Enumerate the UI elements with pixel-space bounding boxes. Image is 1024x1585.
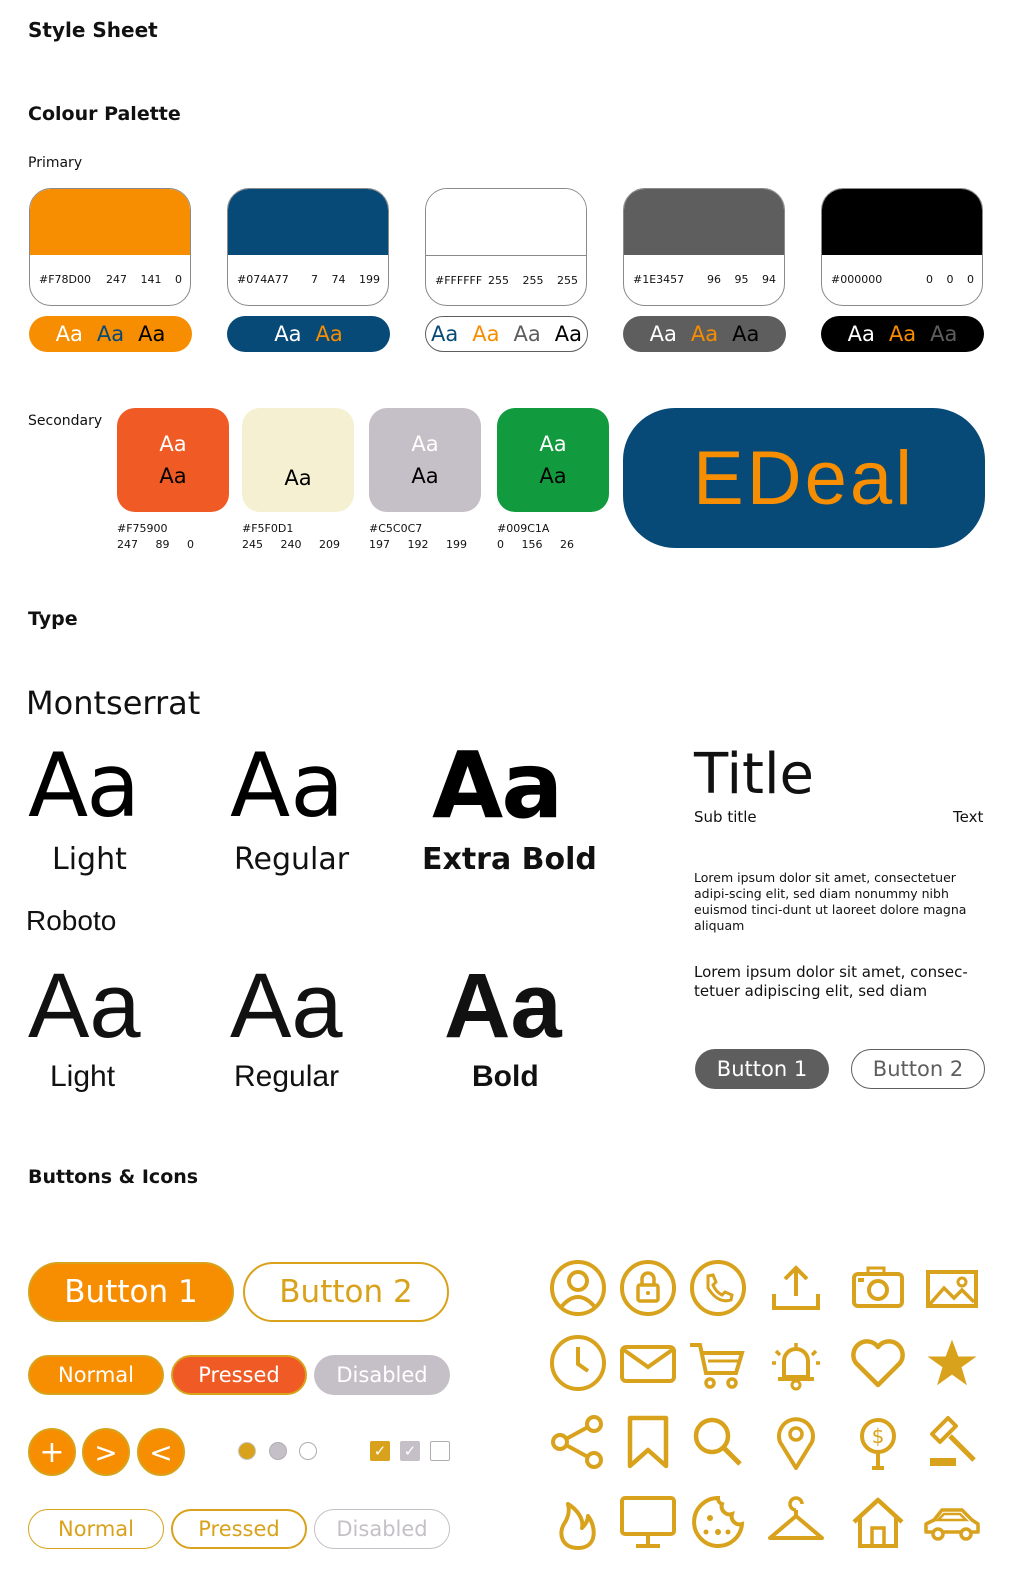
primary-text-sample-pill — [425, 316, 588, 352]
font1-name: Montserrat — [26, 684, 201, 722]
secondary-rgb: 247 89 0 — [117, 538, 194, 551]
radio-unselected[interactable] — [299, 1442, 317, 1460]
text-sample: Aa — [690, 322, 719, 346]
swatch-hex: #FFFFFF — [435, 274, 483, 287]
share-icon — [548, 1412, 608, 1472]
swatch-color-block — [228, 189, 388, 255]
secondary-hex: #C5C0C7 — [369, 522, 423, 535]
text-sample: Aa — [930, 322, 958, 346]
sample-text-label: Text — [953, 808, 984, 826]
location-pin-icon — [766, 1412, 826, 1472]
text-sample: Aa — [539, 464, 567, 488]
primary-swatch-card — [425, 188, 587, 306]
swatch-hex: #F78D00 — [39, 273, 92, 286]
sample-button-2[interactable]: Button 2 — [851, 1049, 985, 1089]
radio-selected[interactable] — [238, 1442, 256, 1460]
sample-paragraph-large: Lorem ipsum dolor sit amet, consec-tetuer adipiscing elit, sed diam — [694, 963, 968, 1000]
font1-regular-specimen: Aa — [230, 734, 345, 837]
sample-title: Title — [694, 742, 815, 807]
secondary-swatch — [117, 408, 229, 512]
monitor-icon — [618, 1492, 678, 1552]
swatch-info — [228, 255, 388, 305]
primary-swatch-card — [623, 188, 785, 306]
logo-badge — [623, 408, 985, 548]
swatch-rgb: 255 255 255 — [488, 274, 578, 287]
swatch-color-block — [624, 189, 784, 255]
font1-extrabold-specimen: Aa — [432, 732, 562, 839]
filled-button-normal[interactable]: Normal — [28, 1355, 164, 1395]
sample-subtitle: Sub title — [694, 808, 757, 826]
secondary-hex: #009C1A — [497, 522, 550, 535]
font2-bold-label: Bold — [472, 1060, 539, 1093]
money-pin-icon — [848, 1412, 908, 1472]
lock-icon — [618, 1258, 678, 1318]
checkbox-disabled: ✓ — [400, 1441, 420, 1461]
font1-light-specimen: Aa — [28, 734, 139, 837]
type-heading: Type — [28, 608, 78, 630]
user-icon — [548, 1258, 608, 1318]
svg-text:$: $ — [871, 1424, 885, 1448]
text-sample: Aa — [96, 322, 125, 346]
phone-icon — [688, 1258, 748, 1318]
primary-button-large[interactable]: Button 1 — [28, 1262, 234, 1322]
upload-icon — [766, 1258, 826, 1318]
checkbox-checked[interactable]: ✓ — [370, 1441, 390, 1461]
auction-hammer-icon — [922, 1412, 982, 1472]
text-sample: Aa — [539, 432, 567, 456]
swatch-info — [30, 255, 190, 305]
text-sample: Aa — [411, 432, 439, 456]
alarm-icon — [766, 1333, 826, 1393]
page-title: Style Sheet — [28, 18, 158, 42]
text-sample: Aa — [159, 432, 187, 456]
secondary-rgb: 197 192 199 — [369, 538, 467, 551]
swatch-rgb: 0 0 0 — [926, 273, 974, 286]
outline-button-disabled: Disabled — [314, 1509, 450, 1549]
text-sample: Aa — [159, 464, 187, 488]
swatch-color-block — [426, 189, 586, 256]
text-sample: Aa — [472, 322, 500, 346]
star-icon — [922, 1333, 982, 1393]
buttons-icons-heading: Buttons & Icons — [28, 1166, 199, 1188]
font1-regular-label: Regular — [234, 842, 350, 877]
text-sample: Aa — [554, 322, 582, 346]
add-round-button[interactable]: + — [28, 1428, 76, 1476]
filled-button-disabled: Disabled — [314, 1355, 450, 1395]
text-sample: Aa — [732, 322, 760, 346]
secondary-hex: #F5F0D1 — [242, 522, 294, 535]
fire-icon — [548, 1492, 608, 1552]
primary-swatch-card — [227, 188, 389, 306]
font1-light-label: Light — [52, 842, 127, 877]
next-round-button[interactable]: > — [82, 1428, 130, 1476]
heart-icon — [848, 1333, 908, 1393]
cart-icon — [688, 1333, 748, 1393]
text-sample: Aa — [274, 322, 302, 346]
swatch-rgb: 7 74 199 — [311, 273, 380, 286]
text-sample: Aa — [888, 322, 917, 346]
secondary-swatch — [369, 408, 481, 512]
secondary-rgb: 245 240 209 — [242, 538, 340, 551]
primary-swatch-card — [821, 188, 983, 306]
car-icon — [922, 1492, 982, 1552]
primary-text-sample-pill — [227, 316, 390, 352]
swatch-info — [822, 255, 982, 305]
checkbox-unchecked[interactable] — [430, 1441, 450, 1461]
sample-paragraph-small: Lorem ipsum dolor sit amet, consectetuer adipi-scing elit, sed diam nonummy nibh euismod tinci-dunt ut laoreet dolore magna aliquam — [694, 870, 967, 933]
secondary-button-large[interactable]: Button 2 — [243, 1262, 449, 1322]
cookie-icon — [688, 1492, 748, 1552]
font2-bold-specimen: Aa — [444, 955, 562, 1057]
search-icon — [688, 1412, 748, 1472]
clock-icon — [548, 1333, 608, 1393]
primary-text-sample-pill — [29, 316, 192, 352]
filled-button-pressed[interactable]: Pressed — [171, 1355, 307, 1395]
text-sample: Aa — [847, 322, 875, 346]
font2-light-specimen: Aa — [28, 955, 141, 1057]
text-sample: Aa — [649, 322, 677, 346]
swatch-rgb: 96 95 94 — [707, 273, 776, 286]
swatch-color-block — [30, 189, 190, 255]
font2-light-label: Light — [50, 1060, 116, 1093]
text-sample: Aa — [431, 322, 459, 346]
text-sample: Aa — [284, 466, 312, 490]
font1-extrabold-label: Extra Bold — [422, 842, 597, 877]
primary-text-sample-pill — [623, 316, 786, 352]
swatch-hex: #074A77 — [237, 273, 289, 286]
outline-button-pressed[interactable]: Pressed — [171, 1509, 307, 1549]
secondary-label: Secondary — [28, 413, 103, 429]
image-icon — [922, 1258, 982, 1318]
logo-text: EDeal — [693, 435, 915, 521]
sample-button-1[interactable]: Button 1 — [695, 1049, 829, 1089]
text-sample: Aa — [55, 322, 83, 346]
font2-regular-specimen: Aa — [230, 955, 343, 1057]
home-icon — [848, 1492, 908, 1552]
mail-icon — [618, 1333, 678, 1393]
prev-round-button[interactable]: < — [137, 1428, 185, 1476]
text-sample: Aa — [513, 322, 541, 346]
radio-disabled — [269, 1442, 287, 1460]
secondary-rgb: 0 156 26 — [497, 538, 574, 551]
font2-regular-label: Regular — [234, 1060, 340, 1093]
primary-text-sample-pill — [821, 316, 984, 352]
primary-swatch-card — [29, 188, 191, 306]
camera-icon — [848, 1258, 908, 1318]
text-sample: Aa — [138, 322, 166, 346]
font2-name: Roboto — [26, 905, 117, 936]
colour-palette-heading: Colour Palette — [28, 103, 181, 125]
secondary-swatch — [242, 408, 354, 512]
text-sample: Aa — [315, 322, 343, 346]
bookmark-icon — [618, 1412, 678, 1472]
secondary-swatch — [497, 408, 609, 512]
hanger-icon — [766, 1492, 826, 1552]
primary-label: Primary — [28, 155, 83, 171]
swatch-info — [624, 255, 784, 305]
swatch-hex: #000000 — [831, 273, 883, 286]
text-sample: Aa — [411, 464, 439, 488]
swatch-hex: #1E3457 — [633, 273, 685, 286]
swatch-rgb: 247 141 0 — [106, 273, 182, 286]
swatch-color-block — [822, 189, 982, 255]
outline-button-normal[interactable]: Normal — [28, 1509, 164, 1549]
swatch-info — [426, 256, 586, 306]
secondary-hex: #F75900 — [117, 522, 168, 535]
